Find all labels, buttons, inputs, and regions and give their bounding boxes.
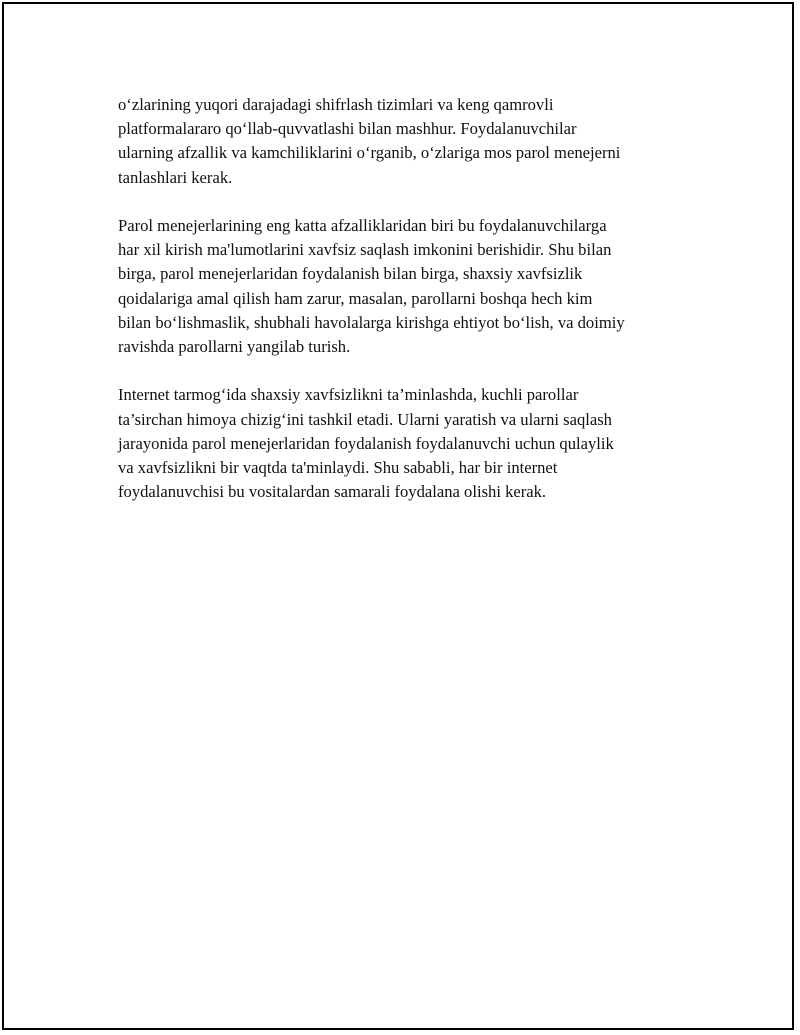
paragraph-2: Parol menejerlarining eng katta afzalliklaridan biri bu foydalanuvchilarga har xil kirish ma'lumotlarini xavfsiz saqlash imkonini berishidir. Shu bilan birga, parol menejerlaridan foydalanish bilan birga, shaxsiy xavfsizlik qoidalariga amal qilish ham zarur, masalan, parollarni boshqa hech kim bilan bo‘lishmaslik, shubhali havolalarga kirishga ehtiyot bo‘lish, va doimiy ravishda parollarni yangilab turish. xyxy=(118,216,625,357)
document-body xyxy=(118,93,693,504)
paragraph-3: Internet tarmog‘ida shaxsiy xavfsizlikni ta’minlashda, kuchli parollar ta’sirchan himoya chizig‘ini tashkil etadi. Ularni yaratish va ularni saqlash jarayonida parol menejerlaridan foydalanish foydalanuvchi uchun qulaylik va xavfsizlikni bir vaqtda ta'minlaydi. Shu sababli, har bir internet foydalanuvchisi bu vositalardan samarali foydalana olishi kerak. xyxy=(118,385,614,502)
paragraph-1: o‘zlarining yuqori darajadagi shifrlash tizimlari va keng qamrovli platformalararo qo‘llab-quvvatlashi bilan mashhur. Foydalanuvchilar ularning afzallik va kamchiliklarini o‘rganib, o‘zlariga mos parol menejerni tanlashlari kerak. xyxy=(118,95,621,187)
